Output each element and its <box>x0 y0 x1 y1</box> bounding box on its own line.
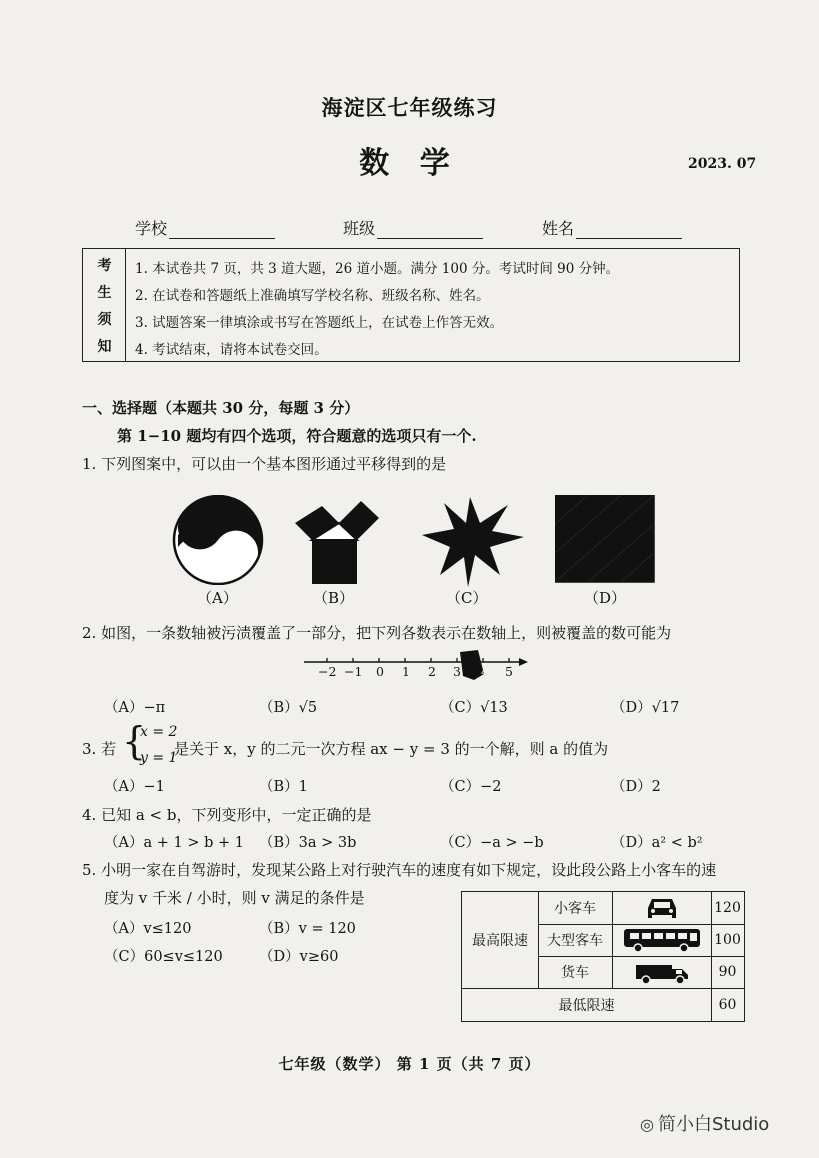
question-4-text: 4. 已知 a < b，下列变形中，一定正确的是 <box>82 806 372 824</box>
class-field[interactable] <box>343 216 483 239</box>
equation-x: x = 2 <box>140 724 178 740</box>
car-icon <box>612 892 711 924</box>
watermark-text: 简小白Studio <box>657 1114 770 1135</box>
figure-b-label: （B） <box>313 589 355 607</box>
section-title: 一、选择题（本题共 30 分，每题 3 分） <box>82 399 360 417</box>
figure-c <box>420 495 526 587</box>
name-field[interactable] <box>542 216 682 239</box>
speed-limit-table <box>461 891 745 1022</box>
section-note: 第 1−10 题均有四个选项，符合题意的选项只有一个. <box>117 427 477 445</box>
question-5-line1: 5. 小明一家在自驾游时，发现某公路上对行驶汽车的速度有如下规定，设此段公路上小客车的速 <box>82 861 717 879</box>
vehicle-name: 货车 <box>561 965 589 981</box>
q3-option-d: （D）2 <box>611 779 661 795</box>
q5-option-a: （A）v≤120 <box>104 921 192 937</box>
page-footer: 七年级（数学） 第 1 页（共 7 页） <box>278 1055 541 1073</box>
question-1-text: 1. 下列图案中，可以由一个基本图形通过平移得到的是 <box>82 455 447 473</box>
q5-option-d: （D）v≥60 <box>259 949 339 965</box>
exam-subtitle: 海淀区七年级练习 <box>321 95 498 120</box>
question-3-prefix: 3. 若 <box>82 740 117 758</box>
q4-option-c: （C）−a > −b <box>440 835 544 851</box>
watermark <box>640 1110 769 1136</box>
q4-option-b: （B）3a > 3b <box>259 835 357 851</box>
speed-value: 100 <box>714 932 741 948</box>
vehicle-name: 大型客车 <box>547 933 603 949</box>
name-blank[interactable] <box>576 223 682 239</box>
bus-icon <box>612 924 711 956</box>
figure-d-label: （D） <box>584 589 627 607</box>
tick-label: 0 <box>376 664 384 679</box>
min-speed-label: 最低限速 <box>558 997 615 1014</box>
question-5-line2: 度为 v 千米 / 小时，则 v 满足的条件是 <box>104 889 365 907</box>
exam-notice-box <box>82 248 740 362</box>
tick-label: −1 <box>344 664 363 679</box>
q3-option-c: （C）−2 <box>440 779 502 795</box>
max-speed-label: 最高限速 <box>472 933 528 949</box>
school-label: 学校 <box>135 219 168 238</box>
notice-item: 1. 本试卷共 7 页，共 3 道大题，26 道小题。满分 100 分。考试时间 90 分钟。 <box>135 261 620 277</box>
class-blank[interactable] <box>377 223 483 239</box>
figure-a <box>170 495 266 585</box>
tick-label: 5 <box>505 664 513 679</box>
figure-a-label: （A） <box>197 589 238 607</box>
tick-label: 4 <box>481 664 489 679</box>
school-field[interactable] <box>135 216 275 239</box>
q4-option-d: （D）a² < b² <box>611 835 703 851</box>
vehicle-name: 小客车 <box>554 901 596 917</box>
class-label: 班级 <box>343 219 376 238</box>
school-blank[interactable] <box>169 223 275 239</box>
notice-heading-char: 知 <box>97 339 112 355</box>
exam-title: 数 学 <box>359 146 460 181</box>
wechat-icon: ◎ <box>640 1115 654 1134</box>
equation-y: y = 1 <box>140 750 178 766</box>
tick-label: 3 <box>453 664 461 679</box>
q5-option-b: （B）v = 120 <box>259 921 356 937</box>
notice-heading-char: 考 <box>97 258 112 274</box>
min-speed-value: 60 <box>718 996 737 1013</box>
brace-symbol: { <box>122 719 147 763</box>
tick-label: −2 <box>318 664 337 679</box>
figure-b <box>290 495 382 585</box>
notice-heading <box>83 249 126 361</box>
question-3-text: 是关于 x，y 的二元一次方程 ax − y = 3 的一个解，则 a 的值为 <box>174 740 609 758</box>
figure-d <box>555 495 655 583</box>
q4-option-a: （A）a + 1 > b + 1 <box>104 835 244 851</box>
q2-option-d: （D）√17 <box>611 700 680 716</box>
notice-heading-char: 须 <box>97 312 112 328</box>
question-2-text: 2. 如图，一条数轴被污渍覆盖了一部分，把下列各数表示在数轴上，则被覆盖的数可能为 <box>82 624 672 642</box>
q2-option-c: （C）√13 <box>440 700 508 716</box>
exam-date: 2023. 07 <box>688 156 757 172</box>
truck-icon <box>612 956 711 988</box>
notice-item: 4. 考试结束，请将本试卷交回。 <box>135 342 328 358</box>
figure-c-label: （C） <box>446 589 488 607</box>
tick-label: 1 <box>402 664 410 679</box>
notice-item: 3. 试题答案一律填涂或书写在答题纸上，在试卷上作答无效。 <box>135 315 504 331</box>
q2-option-b: （B）√5 <box>259 700 318 716</box>
name-label: 姓名 <box>542 219 575 238</box>
speed-value: 90 <box>718 964 737 980</box>
q3-option-a: （A）−1 <box>104 779 165 795</box>
q3-option-b: （B）1 <box>259 779 308 795</box>
notice-heading-char: 生 <box>97 285 112 301</box>
speed-value: 120 <box>714 900 741 916</box>
notice-item: 2. 在试卷和答题纸上准确填写学校名称、班级名称、姓名。 <box>135 288 490 304</box>
q2-option-a: （A）−π <box>104 700 166 716</box>
tick-label: 2 <box>428 664 436 679</box>
q5-option-c: （C）60≤v≤120 <box>104 949 223 965</box>
